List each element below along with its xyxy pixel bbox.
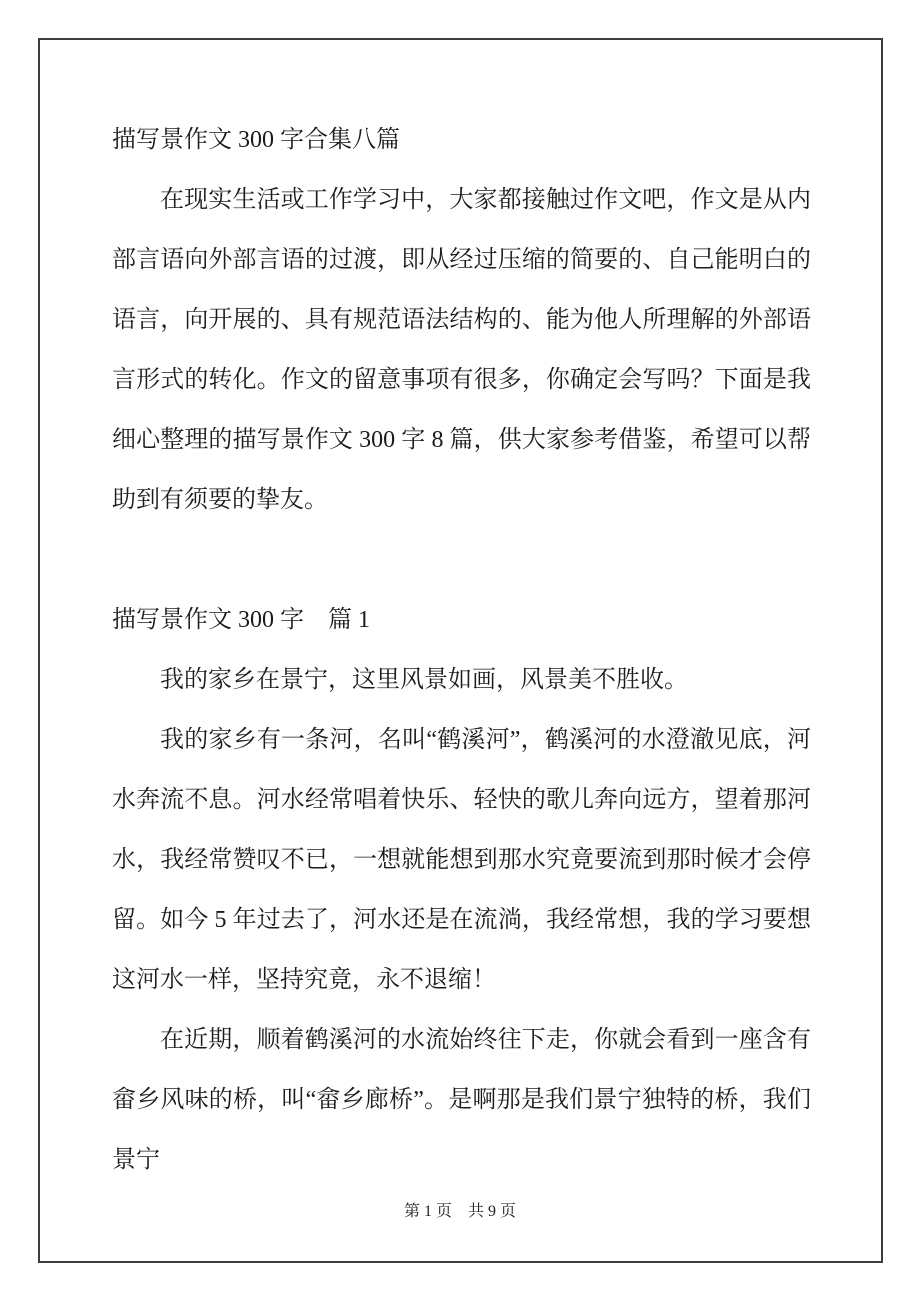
essay-paragraph: 在近期，顺着鹤溪河的水流始终往下走，你就会看到一座含有畲乡风味的桥，叫“畲乡廊桥”。是啊那是我们景宁独特的桥，我们景宁 [112,1027,811,1173]
section-heading-essay-1: 描写景作文 300 字 篇 1 [112,607,370,633]
essay-paragraph: 我的家乡有一条河，名叫“鹤溪河”，鹤溪河的水澄澈见底，河水奔流不息。河水经常唱着快乐、轻快的歌儿奔向远方，望着那河水，我经常赞叹不已，一想就能想到那水究竟要流到那时候才会停留。如今 5 年过去了，河水还是在流淌，我经常想，我的学习要想这河水一样，坚持究竟，永不退缩！ [112,727,811,993]
page-border-frame [38,38,883,1263]
page-footer [0,1200,920,1224]
page-number-label: 第 1 页 [403,1203,452,1220]
document-title: 描写景作文 300 字合集八篇 [112,127,400,153]
page-total-label: 共 9 页 [468,1203,517,1220]
essay-paragraph: 我的家乡在景宁，这里风景如画，风景美不胜收。 [160,667,688,693]
intro-paragraph: 在现实生活或工作学习中，大家都接触过作文吧，作文是从内部言语向外部言语的过渡，即从经过压缩的简要的、自己能明白的语言，向开展的、具有规范语法结构的、能为他人所理解的外部语言形式的转化。作文的留意事项有很多，你确定会写吗？下面是我细心整理的描写景作文 300 字 8 篇，供大家参考借鉴，希望可以帮助到有须要的挚友。 [112,187,811,513]
